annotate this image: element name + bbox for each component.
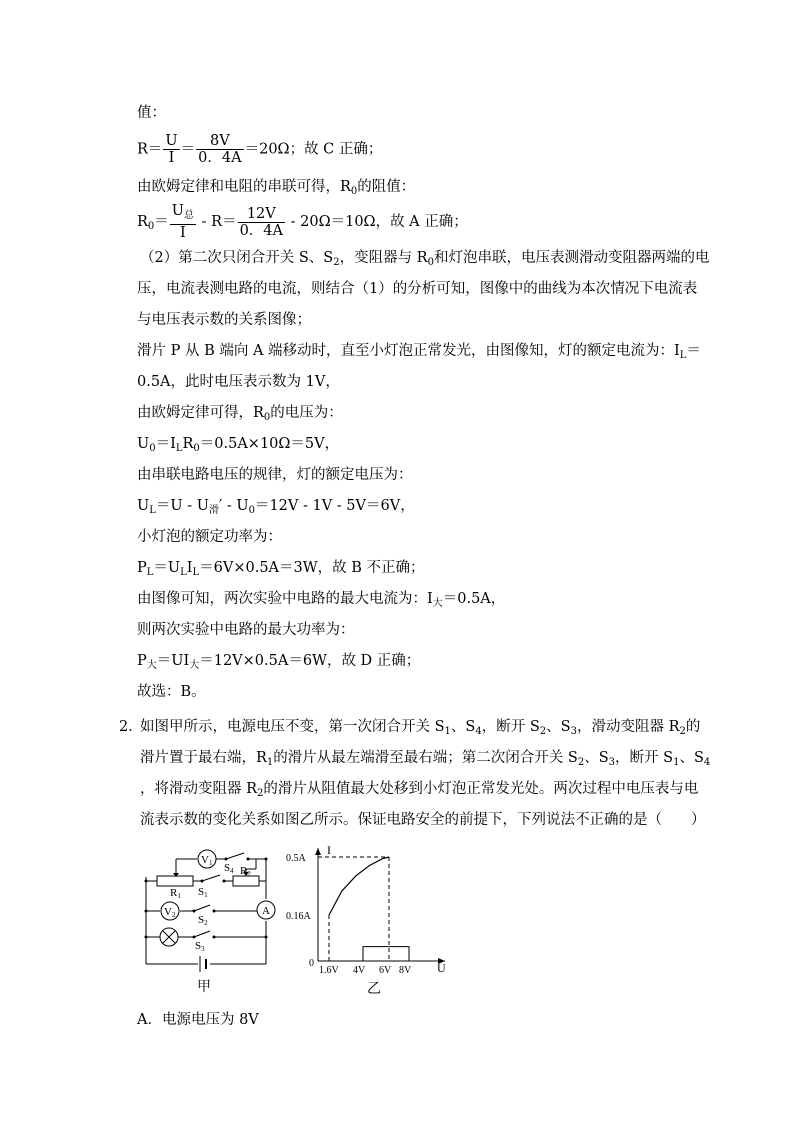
x-tick-label: 6V (379, 965, 392, 976)
s2-label: S2 (198, 914, 208, 927)
fraction-utotal-over-i: $\frac{U_总}{I}$ (171, 203, 195, 241)
option-a: A．电源电压为 8V (137, 1012, 259, 1028)
s3-label: S3 (195, 940, 205, 953)
text-line-16: 由图像可知，两次实验中电路的最大电流为：$I_大=0.5A$， (137, 591, 506, 609)
text-line-8: 滑片 P 从 B 端向 A 端移动时，直至小灯泡正常发光，由图像知，灯的额定电流为：$I_L=$ (137, 343, 701, 361)
question-line-3: ，将滑动变阻器 $R_2$的滑片从阻值最大处移到小灯泡正常发光处。两次过程中电压表与电 (140, 781, 699, 799)
r1-label: R1 (170, 887, 181, 900)
ammeter-label: A (262, 905, 270, 917)
text-line-10: 由欧姆定律可得，$R_0$的电压为： (137, 405, 343, 423)
switch-s2-blade (194, 905, 210, 911)
r2-label: R2 (240, 865, 251, 878)
s1-label: S1 (198, 886, 208, 899)
text-line-14: 小灯泡的额定功率为： (137, 529, 282, 545)
text-line-6: 压，电流表测电路的电流，则结合（1）的分析可知，图像中的曲线为本次情况下电流表 (137, 281, 698, 297)
y-tick-label: 0.16A (286, 911, 311, 922)
fraction-12v-over-04a: $\frac{12V}{0.4A}$ (239, 205, 284, 239)
resistor-r2 (233, 876, 259, 886)
y-axis-label: I (327, 843, 331, 857)
origin-label: 0 (309, 958, 314, 969)
v2-label: V2 (164, 906, 176, 919)
y-axis-arrow (315, 848, 321, 855)
circuit-caption: 甲 (197, 980, 211, 995)
question-line-1: 如图甲所示，电源电压不变，第一次闭合开关 $S_1$、$S_4$，断开 $S_2$、$S_3$，滑动变阻器 $R_2$的 (140, 719, 701, 737)
rect-series (363, 947, 409, 961)
text-line-5: （2）第二次只闭合开关 S、$S_2$，变阻器与 $R_0$和灯泡串联，电压表测滑动变阻器两端的电 (140, 250, 710, 268)
v1-label: V1 (201, 854, 213, 867)
x-tick-label: 4V (353, 965, 366, 976)
formula-r0: $R_0=$ $\frac{U_总}{I}$ - R＝ $\frac{12V}{0.4A}$ - 20Ω＝10Ω，故 A 正确； (137, 203, 468, 241)
x-axis-label: U (437, 961, 446, 975)
resistor-r1 (157, 876, 193, 886)
text-line-9: 0.5A，此时电压表示数为 1V， (137, 374, 340, 390)
curve-series (329, 857, 389, 915)
y-tick-label: 0.5A (286, 853, 306, 864)
switch-s3-blade (194, 931, 210, 937)
text-line-18: $P_大=UI_大=12V\times 0.5A=6W$，故 D 正确； (137, 653, 421, 671)
text-line-17: 则两次实验中电路的最大功率为： (137, 622, 355, 638)
text-line-15: $P_L=U_LI_L=6V\times 0.5A=3W$，故 B 不正确； (137, 560, 425, 578)
text-line-13: $U_L=U - U_滑' - U_0=12V - 1V - 5V=6V$， (137, 498, 415, 516)
iu-graph (285, 840, 455, 1005)
switch-s1-blade (202, 875, 220, 881)
text-line-1: 值： (137, 105, 166, 121)
circuit-diagram (138, 843, 288, 1003)
fraction-u-over-i: $\frac{U}{I}$ (165, 133, 178, 166)
text-line-12: 由串联电路电压的规律，灯的额定电压为： (137, 467, 413, 483)
graph-caption: 乙 (367, 982, 381, 997)
question-line-2: 滑片置于最右端，$R_1$的滑片从最左端滑至最右端；第二次闭合开关 $S_2$、$S_3$，断开 $S_1$、$S_4$ (140, 750, 711, 768)
x-tick-label: 1.6V (319, 965, 339, 976)
question-number: 2． (119, 719, 143, 735)
x-tick-label: 8V (399, 965, 412, 976)
question-line-4: 流表示数的变化关系如图乙所示。保证电路安全的前提下，下列说法不正确的是（ ） (140, 812, 706, 828)
text-line-11: $U_0=I_LR_0=0.5A\times 10\Omega=5V$， (137, 436, 340, 454)
answer-line: 故选：B。 (137, 684, 206, 700)
switch-s4-blade (226, 853, 244, 859)
formula-r: R＝ $\frac{U}{I}$ ＝ $\frac{8V}{0.4A}$ ＝20Ω；故 C 正确； (137, 133, 383, 166)
text-line-7: 与电压表示数的关系图像； (137, 312, 311, 328)
s4-label: S4 (224, 862, 234, 875)
fraction-8v-over-04a: $\frac{8V}{0.4A}$ (198, 133, 242, 166)
text-line-3: 由欧姆定律和电阻的串联可得，$R_0$的阻值： (137, 179, 416, 197)
